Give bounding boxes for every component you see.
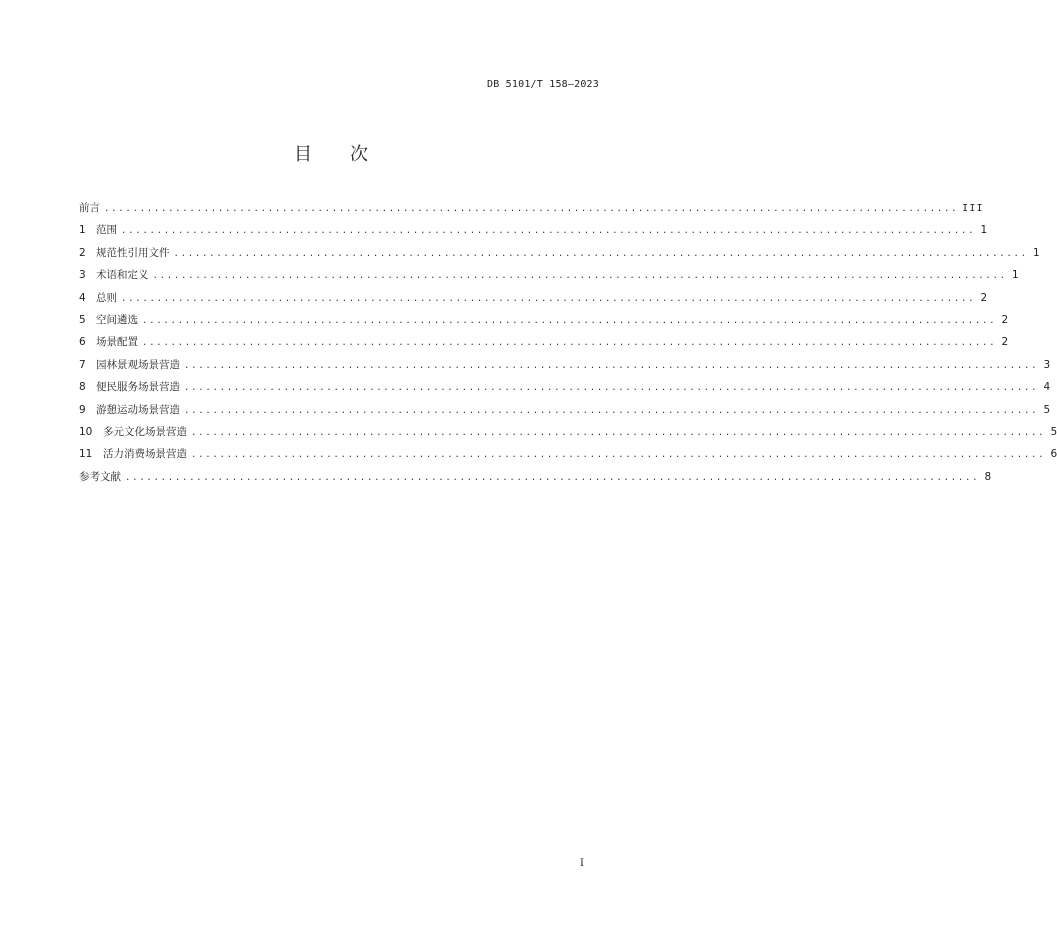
- toc-leader-dots: ........................................................................................................................: [191, 450, 1046, 461]
- toc-entry-3[interactable]: [79, 268, 1019, 290]
- toc-entry-6[interactable]: [79, 335, 1009, 357]
- toc-entry-label: 参考文献: [79, 470, 121, 483]
- toc-entry-number: 2: [79, 246, 86, 259]
- toc-leader-dots: ........................................................................................................................: [184, 360, 1039, 371]
- toc-entry-label: 规范性引用文件: [96, 246, 170, 259]
- toc-entry-label: 术语和定义: [96, 269, 149, 282]
- toc-entry-11[interactable]: [79, 447, 1057, 469]
- toc-entry-references[interactable]: [79, 470, 992, 492]
- table-of-contents: [79, 201, 1057, 492]
- toc-entry-8[interactable]: [79, 380, 1051, 402]
- toc-entry-number: 8: [79, 381, 86, 394]
- toc-entry-page: 2: [1001, 336, 1009, 349]
- toc-leader-dots: ........................................................................................................................: [184, 405, 1039, 416]
- toc-entry-page: 2: [1001, 313, 1009, 326]
- toc-entry-label: 前言: [79, 202, 100, 214]
- toc-entry-page: 8: [984, 470, 992, 483]
- page-title: [0, 140, 662, 166]
- toc-leader-dots: ........................................................................................................................: [173, 248, 1028, 259]
- toc-leader-dots: ........................................................................................................................: [125, 472, 980, 483]
- toc-entry-label: 范围: [96, 224, 117, 237]
- toc-entry-1[interactable]: [79, 223, 988, 245]
- toc-entry-7[interactable]: [79, 358, 1051, 380]
- toc-entry-page: 1: [1012, 269, 1019, 282]
- toc-entry-label: 场景配置: [96, 336, 138, 349]
- toc-leader-dots: ........................................................................................................................: [191, 427, 1046, 438]
- toc-entry-page: 5: [1050, 425, 1057, 438]
- toc-leader-dots: ........................................................................................................................: [142, 315, 997, 326]
- toc-entry-9[interactable]: [79, 403, 1051, 425]
- toc-entry-label: 空间遴选: [96, 313, 138, 326]
- toc-entry-2[interactable]: [79, 246, 1040, 268]
- page-number: I: [580, 858, 584, 869]
- toc-entry-page: III: [962, 203, 984, 214]
- toc-entry-number: 10: [79, 425, 93, 438]
- toc-entry-10[interactable]: [79, 425, 1057, 447]
- toc-entry-number: 5: [79, 313, 86, 326]
- toc-entry-page: 4: [1043, 381, 1051, 394]
- toc-leader-dots: ........................................................................................................................: [121, 293, 976, 304]
- toc-entry-page: 3: [1043, 358, 1051, 371]
- toc-entry-label: 园林景观场景营造: [96, 358, 180, 371]
- toc-entry-page: 5: [1043, 403, 1051, 416]
- toc-entry-number: 4: [79, 291, 86, 304]
- toc-entry-page: 1: [980, 224, 988, 237]
- toc-entry-label: 游憩运动场景营造: [96, 403, 180, 416]
- toc-entry-page: 6: [1050, 448, 1057, 461]
- toc-entry-number: 9: [79, 403, 86, 416]
- toc-leader-dots: ........................................................................................................................: [121, 226, 976, 237]
- toc-leader-dots: ........................................................................................................................: [152, 271, 1007, 282]
- title-char-1: 目: [294, 144, 312, 165]
- toc-entry-foreword[interactable]: [79, 201, 984, 223]
- toc-entry-page: 1: [1033, 246, 1040, 259]
- toc-entry-label: 总则: [96, 291, 117, 304]
- toc-entry-number: 7: [79, 358, 86, 371]
- toc-leader-dots: ........................................................................................................................: [104, 204, 959, 214]
- document-code: DB 5101/T 158—2023: [487, 79, 599, 90]
- toc-entry-label: 多元文化场景营造: [103, 425, 187, 438]
- toc-entry-page: 2: [980, 291, 988, 304]
- toc-entry-label: 便民服务场景营造: [96, 381, 180, 394]
- toc-entry-4[interactable]: [79, 291, 988, 313]
- toc-entry-number: 11: [79, 448, 93, 461]
- toc-entry-5[interactable]: [79, 313, 1009, 335]
- toc-entry-number: 6: [79, 336, 86, 349]
- toc-entry-number: 3: [79, 269, 86, 282]
- title-char-2: 次: [350, 144, 368, 165]
- toc-leader-dots: ........................................................................................................................: [184, 383, 1039, 394]
- toc-entry-label: 活力消费场景营造: [103, 448, 187, 461]
- toc-entry-number: 1: [79, 224, 86, 237]
- toc-leader-dots: ........................................................................................................................: [142, 338, 997, 349]
